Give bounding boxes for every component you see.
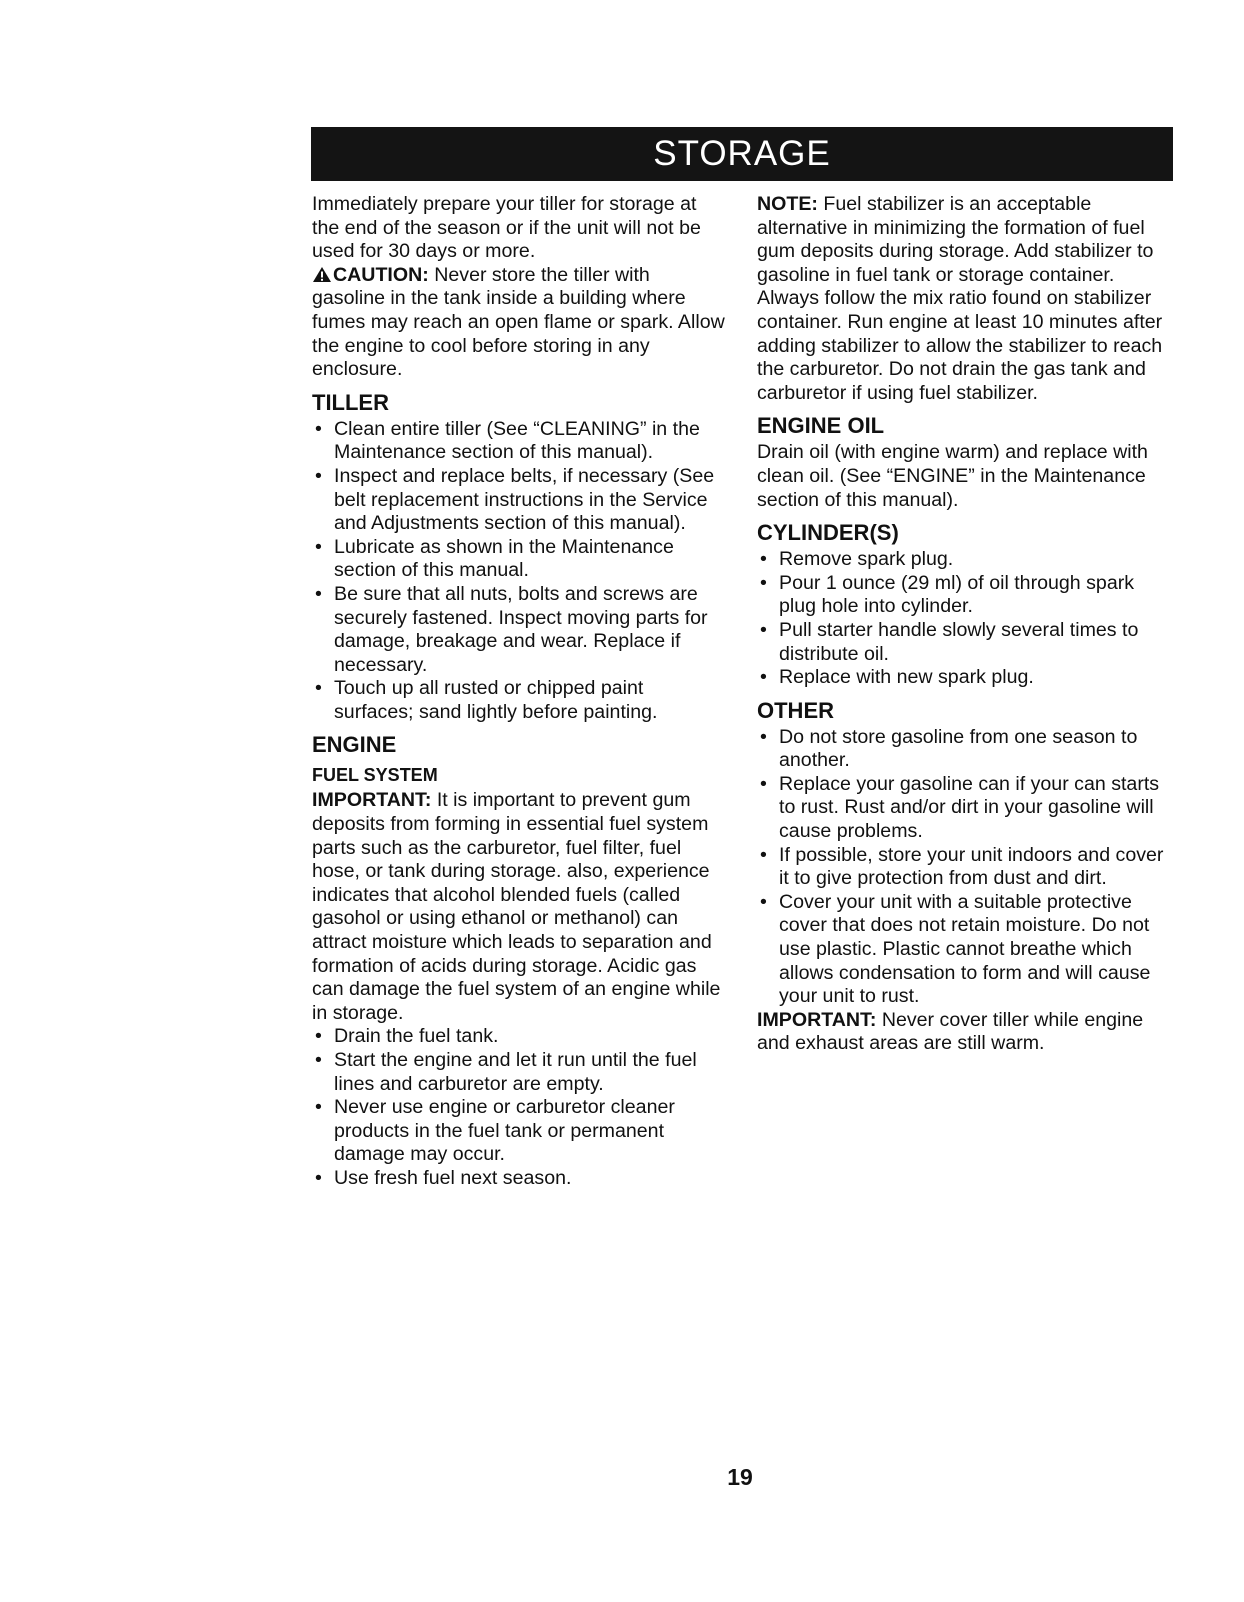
fuel-system-list bbox=[312, 1025, 726, 1190]
other-heading: OTHER bbox=[757, 697, 834, 723]
engine-oil-paragraph: Drain oil (with engine warm) and replace with clean oil. (See “ENGINE” in the Maintenance section of this manual). bbox=[757, 441, 1148, 511]
caution-text: Never store the tiller with gasoline in the tank inside a building where fumes may reach an open flame or spark. Allow the engine to cool before storing in any enclosure. bbox=[312, 263, 725, 381]
warning-triangle-icon bbox=[312, 266, 332, 283]
list-item: • Lubricate as shown in the Maintenance section of this manual. bbox=[312, 536, 726, 583]
page-number: 19 bbox=[727, 1464, 753, 1490]
tiller-heading: TILLER bbox=[312, 389, 389, 415]
list-item: • Pull starter handle slowly several times to distribute oil. bbox=[757, 619, 1169, 666]
important-label: IMPORTANT: bbox=[757, 1008, 877, 1031]
left-column bbox=[312, 193, 726, 1191]
list-item: • Start the engine and let it run until the fuel lines and carburetor are empty. bbox=[312, 1049, 726, 1096]
page-title: STORAGE bbox=[653, 134, 831, 173]
list-item: • If possible, store your unit indoors and cover it to give protection from dust and dirt. bbox=[757, 844, 1169, 891]
list-item: • Drain the fuel tank. bbox=[312, 1025, 726, 1049]
list-item: • Replace your gasoline can if your can starts to rust. Rust and/or dirt in your gasoline will cause problems. bbox=[757, 773, 1169, 844]
cylinders-list bbox=[757, 548, 1169, 690]
right-column bbox=[757, 193, 1169, 1056]
list-item: • Touch up all rusted or chipped paint surfaces; sand lightly before painting. bbox=[312, 677, 726, 724]
list-item: • Never use engine or carburetor cleaner products in the fuel tank or permanent damage may occur. bbox=[312, 1096, 726, 1167]
fuel-important-paragraph bbox=[312, 789, 726, 1025]
list-item: • Pour 1 ounce (29 ml) of oil through spark plug hole into cylinder. bbox=[757, 572, 1169, 619]
caution-label: CAUTION: bbox=[333, 263, 429, 286]
other-list bbox=[757, 726, 1169, 1009]
important-label: IMPORTANT: bbox=[312, 789, 432, 812]
list-item: • Be sure that all nuts, bolts and screws are securely fastened. Inspect moving parts for damage, breakage and wear. Replace if necessary. bbox=[312, 583, 726, 677]
note-label: NOTE: bbox=[757, 193, 818, 215]
list-item: • Cover your unit with a suitable protective cover that does not retain moisture. Do not use plastic. Plastic cannot breathe which allows condensation to form and will cause your unit to rust. bbox=[757, 891, 1169, 1009]
list-item: • Use fresh fuel next season. bbox=[312, 1167, 726, 1191]
list-item: • Replace with new spark plug. bbox=[757, 666, 1169, 690]
note-paragraph bbox=[757, 193, 1169, 405]
caution-paragraph bbox=[312, 264, 726, 382]
list-item: • Clean entire tiller (See “CLEANING” in the Maintenance section of this manual). bbox=[312, 418, 726, 465]
list-item: • Inspect and replace belts, if necessary (See belt replacement instructions in the Service and Adjustments section of this manual). bbox=[312, 465, 726, 536]
cylinders-heading: CYLINDER(S) bbox=[757, 520, 899, 546]
tiller-list bbox=[312, 418, 726, 725]
important-text: Never cover tiller while engine and exhaust areas are still warm. bbox=[757, 1008, 1144, 1055]
list-item: • Do not store gasoline from one season to another. bbox=[757, 726, 1169, 773]
engine-heading: ENGINE bbox=[312, 732, 397, 758]
storage-title-banner bbox=[311, 127, 1173, 181]
note-text: Fuel stabilizer is an acceptable alternative in minimizing the formation of fuel gum deposits during storage. Add stabilizer to gasoline in fuel tank or storage container. Always follow the mix ratio found on stabilizer container. Run engine at least 10 minutes after adding stabilizer to allow the stabilizer to reach the carburetor. Do not drain the gas tank and carburetor if using fuel stabilizer. bbox=[757, 193, 1163, 404]
intro-paragraph: Immediately prepare your tiller for storage at the end of the season or if the unit will not be used for 30 days or more. bbox=[312, 193, 701, 263]
important-text: It is important to prevent gum deposits from forming in essential fuel system parts such as the carburetor, fuel filter, fuel hose, or tank during storage. also, experience indicates that alcohol blended fuels (called gasohol or using ethanol or methanol) can attract moisture which leads to separation and formation of acids during storage. Acidic gas can damage the fuel system of an engine while in storage. bbox=[312, 789, 721, 1024]
fuel-system-subheading: FUEL SYSTEM bbox=[312, 765, 438, 786]
list-item: • Remove spark plug. bbox=[757, 548, 1169, 572]
engine-oil-heading: ENGINE OIL bbox=[757, 413, 885, 439]
other-important-paragraph bbox=[757, 1009, 1169, 1056]
